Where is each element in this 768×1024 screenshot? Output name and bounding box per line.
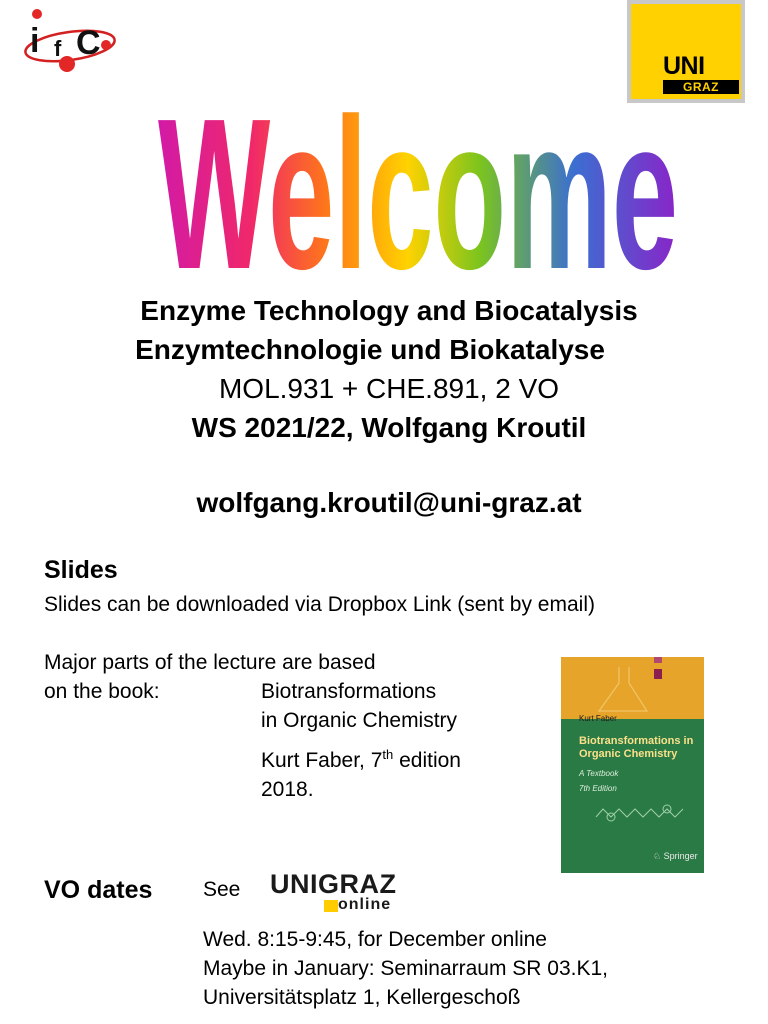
- vo-dates-heading: VO dates: [44, 876, 153, 904]
- vo-schedule-line3: Universitätsplatz 1, Kellergeschoß: [203, 986, 521, 1009]
- unigraz-online-square-icon: [324, 900, 338, 912]
- book-year: 2018.: [261, 778, 314, 801]
- book-intro-line1: Major parts of the lecture are based: [44, 651, 376, 674]
- vo-schedule-line2: Maybe in January: Seminarraum SR 03.K1,: [203, 957, 609, 980]
- book-cover-title: Biotransformations in Organic Chemistry: [579, 735, 694, 760]
- course-term-lecturer: WS 2021/22, Wolfgang Kroutil: [191, 412, 587, 443]
- vo-see-label: See: [203, 878, 241, 901]
- uni-graz-logo: [627, 0, 745, 103]
- uni-graz-logo-uni: UNI: [663, 52, 705, 80]
- ifc-letter-f: f: [54, 36, 62, 61]
- book-title-line2: in Organic Chemistry: [261, 709, 458, 732]
- ifc-logo: [22, 8, 118, 74]
- book-title-line1: Biotransformations: [261, 680, 437, 703]
- book-intro-line2: on the book:: [44, 680, 160, 703]
- welcome-wordart: [153, 90, 683, 285]
- slides-heading: Slides: [44, 556, 118, 584]
- unigraz-online-sub: online: [338, 896, 392, 913]
- book-author-edition: Kurt Faber, 7th edition: [261, 747, 461, 772]
- ifc-letter-i: i: [30, 22, 40, 60]
- molecule-structure-icon: [591, 797, 691, 827]
- book-cover-publisher: ♘ Springer: [653, 851, 698, 861]
- uni-graz-logo-graz: GRAZ: [663, 80, 739, 94]
- contact-email[interactable]: wolfgang.kroutil@uni-graz.at: [196, 487, 582, 518]
- book-cover-author: Kurt Faber: [579, 714, 617, 723]
- course-title-german: Enzymtechnologie und Biokatalyse: [135, 334, 605, 365]
- book-cover-edition: 7th Edition: [579, 784, 617, 793]
- course-codes: MOL.931 + CHE.891, 2 VO: [218, 373, 560, 404]
- flask-illustration-icon: [589, 665, 659, 715]
- course-title-english: Enzyme Technology and Biocatalysis: [140, 295, 638, 326]
- ifc-letter-c: C: [76, 24, 101, 62]
- vo-schedule-line1: Wed. 8:15-9:45, for December online: [203, 928, 547, 951]
- slides-text: Slides can be downloaded via Dropbox Link (sent by email): [44, 593, 595, 616]
- book-cover-image: [561, 657, 704, 873]
- unigraz-online-logo[interactable]: [268, 869, 426, 915]
- welcome-text: Welcome: [158, 90, 678, 285]
- book-cover-subtitle: A Textbook: [579, 769, 619, 778]
- unigraz-online-main: UNIGRAZ: [270, 869, 397, 899]
